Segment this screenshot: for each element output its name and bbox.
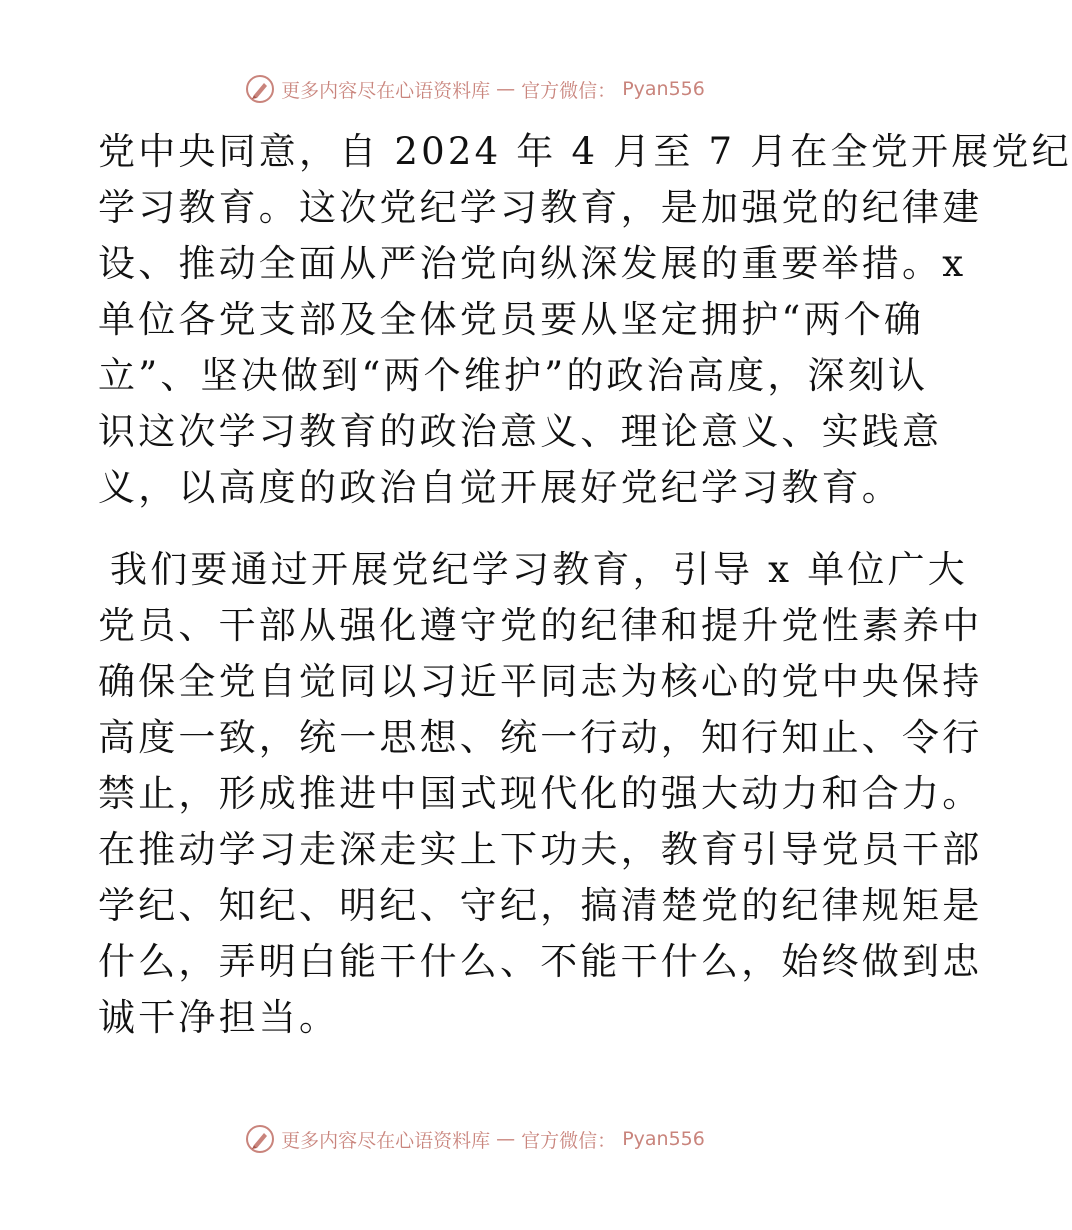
text-line: 确保全党自觉同以习近平同志为核心的党中央保持: [98, 660, 983, 703]
text-line: 高度一致，统一思想、统一行动，知行知止、令行: [98, 716, 983, 759]
ink-pen-logo-icon: [245, 1124, 275, 1154]
text-line: 学纪、知纪、明纪、守纪，搞清楚党的纪律规矩是: [98, 884, 983, 927]
text-line: 我们要通过开展党纪学习教育，引导 x 单位广大: [110, 548, 968, 591]
text-line: 诚干净担当。: [98, 996, 340, 1039]
text-line: 党中央同意，自 2024 年 4 月至 7 月在全党开展党纪: [98, 130, 1072, 173]
ink-pen-logo-icon: [245, 74, 275, 104]
watermark-site-text: 更多内容尽在心语资料库: [281, 79, 491, 102]
watermark-site-text: 更多内容尽在心语资料库: [281, 1129, 491, 1152]
paragraph-2: [98, 542, 983, 1046]
text-line: 什么，弄明白能干什么、不能干什么，始终做到忠: [98, 940, 983, 983]
header-watermark: [0, 74, 950, 104]
watermark-separator: —: [496, 78, 516, 100]
watermark-separator: —: [496, 1128, 516, 1150]
paragraph-1: [98, 124, 1072, 516]
text-line: 学习教育。这次党纪学习教育，是加强党的纪律建: [98, 186, 983, 229]
watermark-wechat-label: 官方微信：: [521, 1129, 617, 1152]
text-line: 设、推动全面从严治党向纵深发展的重要举措。x: [98, 242, 967, 285]
watermark-wechat-id: Pyan556: [622, 1128, 705, 1150]
text-line: 识这次学习教育的政治意义、理论意义、实践意: [98, 410, 943, 453]
text-line: 党员、干部从强化遵守党的纪律和提升党性素养中: [98, 604, 983, 647]
footer-watermark: [0, 1124, 950, 1154]
document-body: [98, 124, 1072, 1046]
watermark-wechat-id: Pyan556: [622, 78, 705, 100]
text-line: 义，以高度的政治自觉开展好党纪学习教育。: [98, 466, 902, 509]
text-line: 单位各党支部及全体党员要从坚定拥护“两个确: [98, 298, 925, 341]
text-line: 禁止，形成推进中国式现代化的强大动力和合力。: [98, 772, 983, 815]
watermark-wechat-label: 官方微信：: [521, 79, 617, 102]
text-line: 立”、坚决做到“两个维护”的政治高度，深刻认: [98, 354, 929, 397]
text-line: 在推动学习走深走实上下功夫，教育引导党员干部: [98, 828, 983, 871]
